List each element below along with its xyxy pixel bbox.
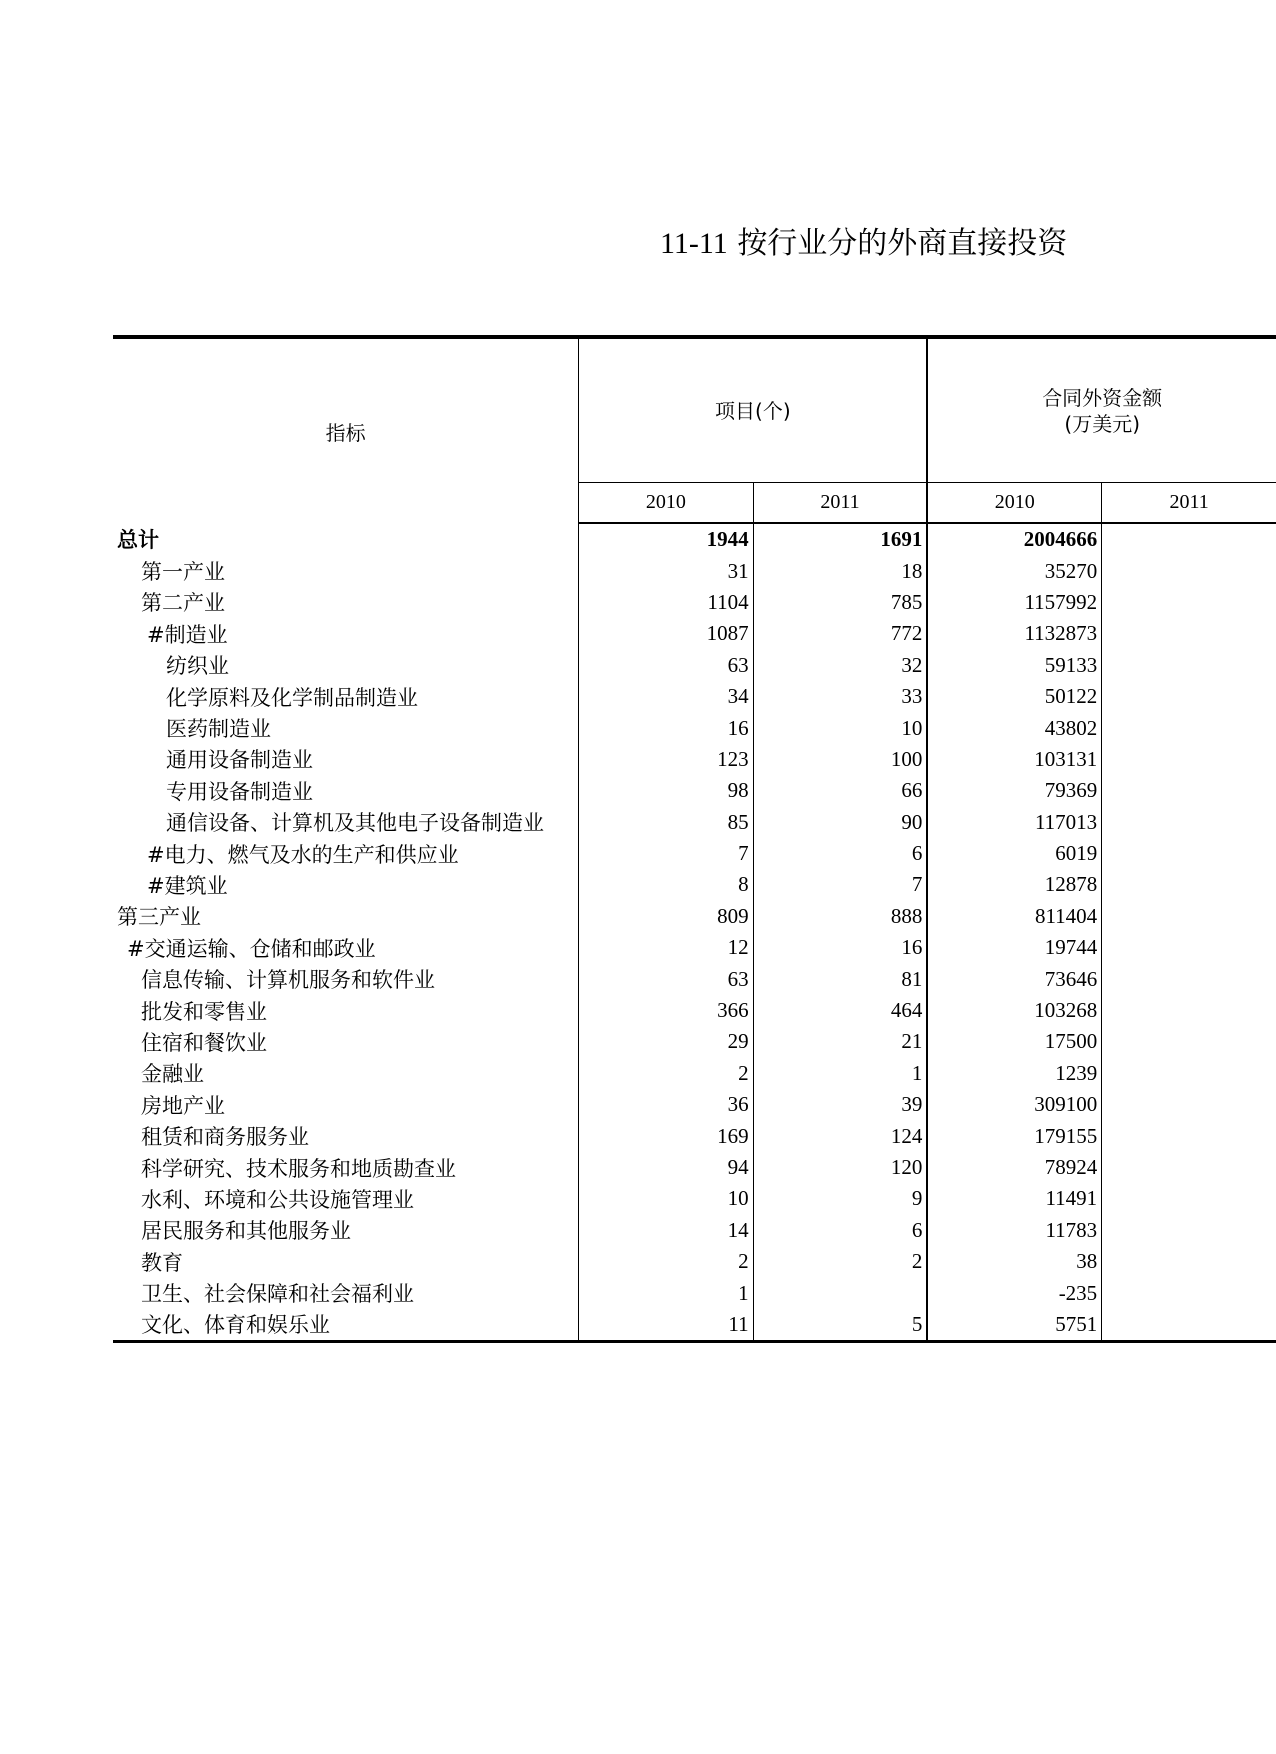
cell-v3: 1239 (927, 1058, 1101, 1089)
cell-v2: 81 (753, 963, 927, 994)
cell-v4 (1102, 650, 1276, 681)
cell-v2: 32 (753, 650, 927, 681)
cell-v2: 464 (753, 995, 927, 1026)
cell-v3: 73646 (927, 963, 1101, 994)
cell-v1: 8 (579, 869, 753, 900)
year-header: 2011 (753, 483, 927, 524)
cell-v4 (1102, 932, 1276, 963)
cell-v1: 2 (579, 1058, 753, 1089)
fdi-by-industry-table (113, 335, 1276, 1343)
cell-v4 (1102, 1309, 1276, 1342)
cell-v1: 36 (579, 1089, 753, 1120)
row-label: 卫生、社会保障和社会福利业 (141, 1282, 414, 1307)
row-label: 化学原料及化学制品制造业 (166, 685, 418, 710)
table-row (113, 587, 1276, 618)
row-label: 住宿和餐饮业 (141, 1030, 267, 1055)
table-row (113, 932, 1276, 963)
cell-v4 (1102, 523, 1276, 555)
table-row (113, 807, 1276, 838)
table-clip (113, 335, 1209, 1343)
cell-v2: 785 (753, 587, 927, 618)
row-label: 第二产业 (141, 591, 225, 616)
cell-v3: 5751 (927, 1309, 1101, 1342)
cell-v2: 888 (753, 901, 927, 932)
cell-v2: 772 (753, 618, 927, 649)
row-label: 信息传输、计算机服务和软件业 (141, 968, 435, 993)
cell-v1: 16 (579, 712, 753, 743)
cell-v3: 11491 (927, 1183, 1101, 1214)
cell-v3: 103131 (927, 744, 1101, 775)
cell-v2: 1 (753, 1058, 927, 1089)
cell-v1: 98 (579, 775, 753, 806)
year-header: 2011 (1102, 483, 1276, 524)
cell-v4 (1102, 681, 1276, 712)
table-row (113, 744, 1276, 775)
cell-v4 (1102, 838, 1276, 869)
cell-v2 (753, 1277, 927, 1308)
cell-v3: 6019 (927, 838, 1101, 869)
cell-v1: 31 (579, 555, 753, 586)
year-header: 2010 (927, 483, 1101, 524)
cell-v1: 63 (579, 650, 753, 681)
table-row (113, 1089, 1276, 1120)
row-label: 租赁和商务服务业 (141, 1125, 309, 1150)
title-number: 11-11 (660, 227, 728, 260)
cell-v4 (1102, 587, 1276, 618)
row-label: 专用设备制造业 (166, 779, 313, 804)
cell-v2: 100 (753, 744, 927, 775)
cell-v3: 38 (927, 1246, 1101, 1277)
cell-v1: 366 (579, 995, 753, 1026)
cell-v1: 169 (579, 1120, 753, 1151)
cell-v3: 1132873 (927, 618, 1101, 649)
cell-v1: 85 (579, 807, 753, 838)
cell-v1: 10 (579, 1183, 753, 1214)
cell-v1: 2 (579, 1246, 753, 1277)
cell-v4 (1102, 1215, 1276, 1246)
row-label: 批发和零售业 (141, 999, 267, 1024)
table-row (113, 1120, 1276, 1151)
cell-v4 (1102, 1183, 1276, 1214)
cell-v1: 1104 (579, 587, 753, 618)
cell-v4 (1102, 1026, 1276, 1057)
cell-v2: 120 (753, 1152, 927, 1183)
cell-v3: 43802 (927, 712, 1101, 743)
table-row (113, 901, 1276, 932)
cell-v2: 16 (753, 932, 927, 963)
table-row (113, 1246, 1276, 1277)
year-header: 2010 (579, 483, 753, 524)
cell-v1: 12 (579, 932, 753, 963)
row-label: #制造业 (147, 622, 228, 647)
cell-v2: 9 (753, 1183, 927, 1214)
table-row (113, 1026, 1276, 1057)
row-label: 总计 (117, 528, 159, 553)
cell-v3: 179155 (927, 1120, 1101, 1151)
cell-v4 (1102, 1058, 1276, 1089)
cell-v3: 309100 (927, 1089, 1101, 1120)
cell-v2: 2 (753, 1246, 927, 1277)
cell-v3: 35270 (927, 555, 1101, 586)
cell-v4 (1102, 775, 1276, 806)
cell-v1: 123 (579, 744, 753, 775)
group-header-projects: 项目(个) (579, 337, 928, 483)
cell-v3: 1157992 (927, 587, 1101, 618)
cell-v3: 103268 (927, 995, 1101, 1026)
cell-v2: 6 (753, 1215, 927, 1246)
cell-v4 (1102, 555, 1276, 586)
cell-v1: 1087 (579, 618, 753, 649)
cell-v4 (1102, 1246, 1276, 1277)
cell-v2: 124 (753, 1120, 927, 1151)
table-row (113, 1277, 1276, 1308)
cell-v4 (1102, 1089, 1276, 1120)
table-row (113, 712, 1276, 743)
row-label: #建筑业 (147, 873, 228, 898)
cell-v2: 6 (753, 838, 927, 869)
cell-v3: 2004666 (927, 523, 1101, 555)
cell-v2: 5 (753, 1309, 927, 1342)
cell-v4 (1102, 618, 1276, 649)
cell-v3: 117013 (927, 807, 1101, 838)
page-title (660, 222, 1067, 266)
cell-v3: 811404 (927, 901, 1101, 932)
group-header-contract-value (927, 337, 1276, 483)
table-row (113, 963, 1276, 994)
stub-header: 指标 (113, 337, 579, 523)
row-label: #电力、燃气及水的生产和供应业 (147, 842, 459, 867)
cell-v1: 94 (579, 1152, 753, 1183)
table-row (113, 775, 1276, 806)
cell-v3: 79369 (927, 775, 1101, 806)
cell-v2: 1691 (753, 523, 927, 555)
row-label: 通用设备制造业 (166, 748, 313, 773)
table-row (113, 650, 1276, 681)
cell-v2: 7 (753, 869, 927, 900)
row-label: #交通运输、仓储和邮政业 (127, 936, 376, 961)
row-label: 第一产业 (141, 560, 225, 585)
cell-v3: 11783 (927, 1215, 1101, 1246)
cell-v3: 17500 (927, 1026, 1101, 1057)
table-row (113, 681, 1276, 712)
table-row (113, 555, 1276, 586)
table-row (113, 1183, 1276, 1214)
table-row (113, 523, 1276, 555)
table-row (113, 838, 1276, 869)
cell-v1: 809 (579, 901, 753, 932)
cell-v4 (1102, 1277, 1276, 1308)
cell-v2: 66 (753, 775, 927, 806)
cell-v4 (1102, 1152, 1276, 1183)
cell-v1: 7 (579, 838, 753, 869)
row-label: 第三产业 (117, 905, 201, 930)
cell-v1: 1 (579, 1277, 753, 1308)
cell-v4 (1102, 744, 1276, 775)
cell-v1: 11 (579, 1309, 753, 1342)
row-label: 科学研究、技术服务和地质勘查业 (141, 1156, 456, 1181)
cell-v4 (1102, 869, 1276, 900)
cell-v3: 50122 (927, 681, 1101, 712)
group-header-contract-value-line2: (万美元) (1064, 411, 1140, 436)
row-label: 纺织业 (166, 654, 229, 679)
cell-v1: 1944 (579, 523, 753, 555)
row-label: 房地产业 (141, 1093, 225, 1118)
cell-v4 (1102, 901, 1276, 932)
cell-v1: 34 (579, 681, 753, 712)
cell-v4 (1102, 1120, 1276, 1151)
cell-v4 (1102, 963, 1276, 994)
row-label: 水利、环境和公共设施管理业 (141, 1187, 414, 1212)
group-header-contract-value-line1: 合同外资金额 (1042, 385, 1163, 410)
row-label: 医药制造业 (166, 717, 271, 742)
cell-v1: 29 (579, 1026, 753, 1057)
table-row (113, 618, 1276, 649)
cell-v3: 78924 (927, 1152, 1101, 1183)
table-row (113, 1058, 1276, 1089)
table-row (113, 1309, 1276, 1342)
cell-v2: 21 (753, 1026, 927, 1057)
table-row (113, 1215, 1276, 1246)
cell-v4 (1102, 807, 1276, 838)
table-row (113, 995, 1276, 1026)
cell-v2: 33 (753, 681, 927, 712)
table-row (113, 1152, 1276, 1183)
cell-v2: 39 (753, 1089, 927, 1120)
title-text: 按行业分的外商直接投资 (737, 226, 1068, 261)
cell-v1: 63 (579, 963, 753, 994)
row-label: 文化、体育和娱乐业 (113, 1309, 579, 1342)
fdi-table-wrapper (113, 335, 1209, 1343)
table-body (113, 523, 1276, 1342)
header-row-groups (113, 337, 1276, 483)
cell-v4 (1102, 712, 1276, 743)
cell-v3: 19744 (927, 932, 1101, 963)
row-label: 金融业 (141, 1062, 204, 1087)
cell-v2: 10 (753, 712, 927, 743)
cell-v2: 90 (753, 807, 927, 838)
row-label: 居民服务和其他服务业 (141, 1219, 351, 1244)
row-label: 教育 (141, 1250, 183, 1275)
cell-v3: 12878 (927, 869, 1101, 900)
cell-v4 (1102, 995, 1276, 1026)
cell-v3: -235 (927, 1277, 1101, 1308)
cell-v3: 59133 (927, 650, 1101, 681)
table-row (113, 869, 1276, 900)
cell-v1: 14 (579, 1215, 753, 1246)
cell-v2: 18 (753, 555, 927, 586)
row-label: 通信设备、计算机及其他电子设备制造业 (166, 811, 544, 836)
